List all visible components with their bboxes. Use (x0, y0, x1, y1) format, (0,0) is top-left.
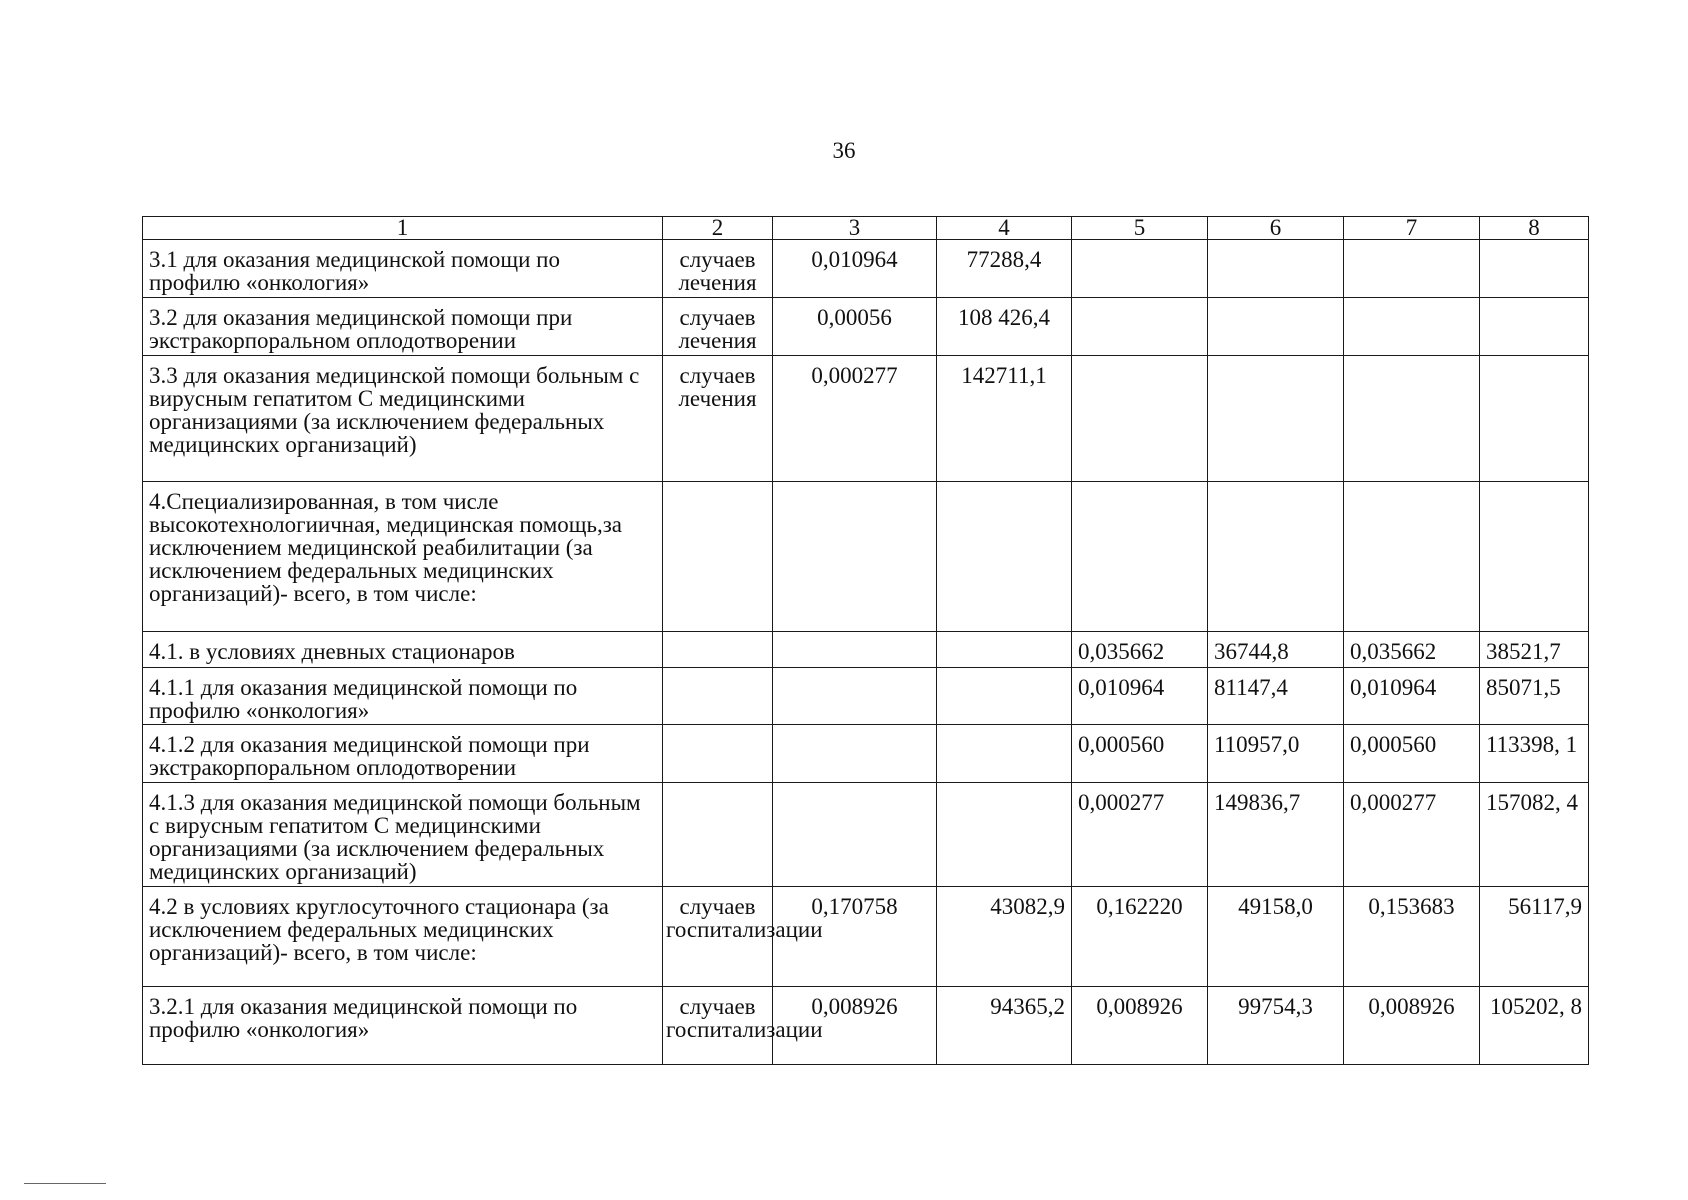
column-number-row (143, 217, 1589, 240)
value-cell: 0,000277 (773, 356, 937, 482)
value-cell: 94365,2 (937, 987, 1072, 1065)
value-cell: 0,008926 (1072, 987, 1208, 1065)
page-number: 36 (832, 138, 856, 163)
value-cell: 142711,1 (937, 356, 1072, 482)
value-cell: 0,000277 (1072, 783, 1208, 887)
row-label: 4.2 в условиях круглосуточного стационара (за исключением федеральных медицинских организаций)- всего, в том числе: (143, 887, 663, 987)
value-cell (1480, 482, 1589, 632)
unit-cell (663, 668, 773, 725)
footer-rule (24, 1183, 106, 1184)
unit-cell: случаев лечения (663, 298, 773, 356)
value-cell (937, 668, 1072, 725)
value-cell (1480, 298, 1589, 356)
row-label: 3.1 для оказания медицинской помощи по профилю «онкология» (143, 240, 663, 298)
value-cell: 0,010964 (1072, 668, 1208, 725)
value-cell (773, 632, 937, 668)
table-row (143, 240, 1589, 298)
value-cell: 0,162220 (1072, 887, 1208, 987)
value-cell: 0,000277 (1344, 783, 1480, 887)
value-cell: 110957,0 (1208, 725, 1344, 783)
value-cell (773, 668, 937, 725)
unit-cell: случаев лечения (663, 240, 773, 298)
value-cell (773, 725, 937, 783)
value-cell (937, 632, 1072, 668)
value-cell (1072, 298, 1208, 356)
table-row (143, 356, 1589, 482)
table-row (143, 783, 1589, 887)
column-number: 2 (663, 217, 773, 240)
value-cell (1344, 240, 1480, 298)
column-number: 1 (143, 217, 663, 240)
unit-cell: случаев госпитализации (663, 887, 773, 987)
value-cell: 0,170758 (773, 887, 937, 987)
value-cell: 108 426,4 (937, 298, 1072, 356)
row-label: 4.1.1 для оказания медицинской помощи по профилю «онкология» (143, 668, 663, 725)
row-label: 4.Специализированная, в том числе высокотехнологиичная, медицинская помощь,за исключением медицинской реабилитации (за исключением федеральных медицинских организаций)- всего, в том числе: (143, 482, 663, 632)
value-cell: 85071,5 (1480, 668, 1589, 725)
value-cell: 56117,9 (1480, 887, 1589, 987)
column-number: 4 (937, 217, 1072, 240)
table-row (143, 887, 1589, 987)
column-number: 8 (1480, 217, 1589, 240)
value-cell (773, 482, 937, 632)
unit-cell (663, 725, 773, 783)
value-cell: 0,000560 (1344, 725, 1480, 783)
column-number: 6 (1208, 217, 1344, 240)
table-row (143, 482, 1589, 632)
value-cell: 81147,4 (1208, 668, 1344, 725)
value-cell (937, 482, 1072, 632)
column-number: 3 (773, 217, 937, 240)
value-cell: 99754,3 (1208, 987, 1344, 1065)
value-cell: 38521,7 (1480, 632, 1589, 668)
value-cell: 43082,9 (937, 887, 1072, 987)
value-cell (937, 725, 1072, 783)
value-cell (937, 783, 1072, 887)
value-cell: 77288,4 (937, 240, 1072, 298)
row-label: 4.1. в условиях дневных стационаров (143, 632, 663, 668)
table-row (143, 632, 1589, 668)
data-table (142, 216, 1589, 1065)
unit-cell: случаев лечения (663, 356, 773, 482)
value-cell (1480, 356, 1589, 482)
row-label: 4.1.3 для оказания медицинской помощи больным с вирусным гепатитом С медицинскими организациями (за исключением федеральных медицинских организаций) (143, 783, 663, 887)
value-cell: 157082, 4 (1480, 783, 1589, 887)
value-cell: 49158,0 (1208, 887, 1344, 987)
value-cell: 0,010964 (773, 240, 937, 298)
value-cell: 0,153683 (1344, 887, 1480, 987)
value-cell: 0,035662 (1072, 632, 1208, 668)
value-cell (1344, 356, 1480, 482)
value-cell (1072, 356, 1208, 482)
unit-cell (663, 783, 773, 887)
value-cell (773, 783, 937, 887)
row-label: 3.2.1 для оказания медицинской помощи по профилю «онкология» (143, 987, 663, 1065)
table-row (143, 987, 1589, 1065)
value-cell: 0,010964 (1344, 668, 1480, 725)
unit-cell (663, 482, 773, 632)
value-cell (1208, 298, 1344, 356)
value-cell (1344, 482, 1480, 632)
value-cell: 149836,7 (1208, 783, 1344, 887)
row-label: 3.2 для оказания медицинской помощи при экстракорпоральном оплодотворении (143, 298, 663, 356)
value-cell: 105202, 8 (1480, 987, 1589, 1065)
column-number: 7 (1344, 217, 1480, 240)
value-cell (1208, 356, 1344, 482)
value-cell (1072, 240, 1208, 298)
value-cell (1344, 298, 1480, 356)
value-cell: 36744,8 (1208, 632, 1344, 668)
table-row (143, 668, 1589, 725)
value-cell: 113398, 1 (1480, 725, 1589, 783)
value-cell: 0,008926 (1344, 987, 1480, 1065)
value-cell: 0,035662 (1344, 632, 1480, 668)
value-cell: 0,000560 (1072, 725, 1208, 783)
table-row (143, 298, 1589, 356)
value-cell (1480, 240, 1589, 298)
row-label: 3.3 для оказания медицинской помощи больным с вирусным гепатитом С медицинскими организациями (за исключением федеральных медицинских организаций) (143, 356, 663, 482)
value-cell: 0,008926 (773, 987, 937, 1065)
value-cell (1208, 240, 1344, 298)
column-number: 5 (1072, 217, 1208, 240)
value-cell: 0,00056 (773, 298, 937, 356)
value-cell (1072, 482, 1208, 632)
unit-cell: случаев госпитализации (663, 987, 773, 1065)
row-label: 4.1.2 для оказания медицинской помощи при экстракорпоральном оплодотворении (143, 725, 663, 783)
table-row (143, 725, 1589, 783)
unit-cell (663, 632, 773, 668)
value-cell (1208, 482, 1344, 632)
